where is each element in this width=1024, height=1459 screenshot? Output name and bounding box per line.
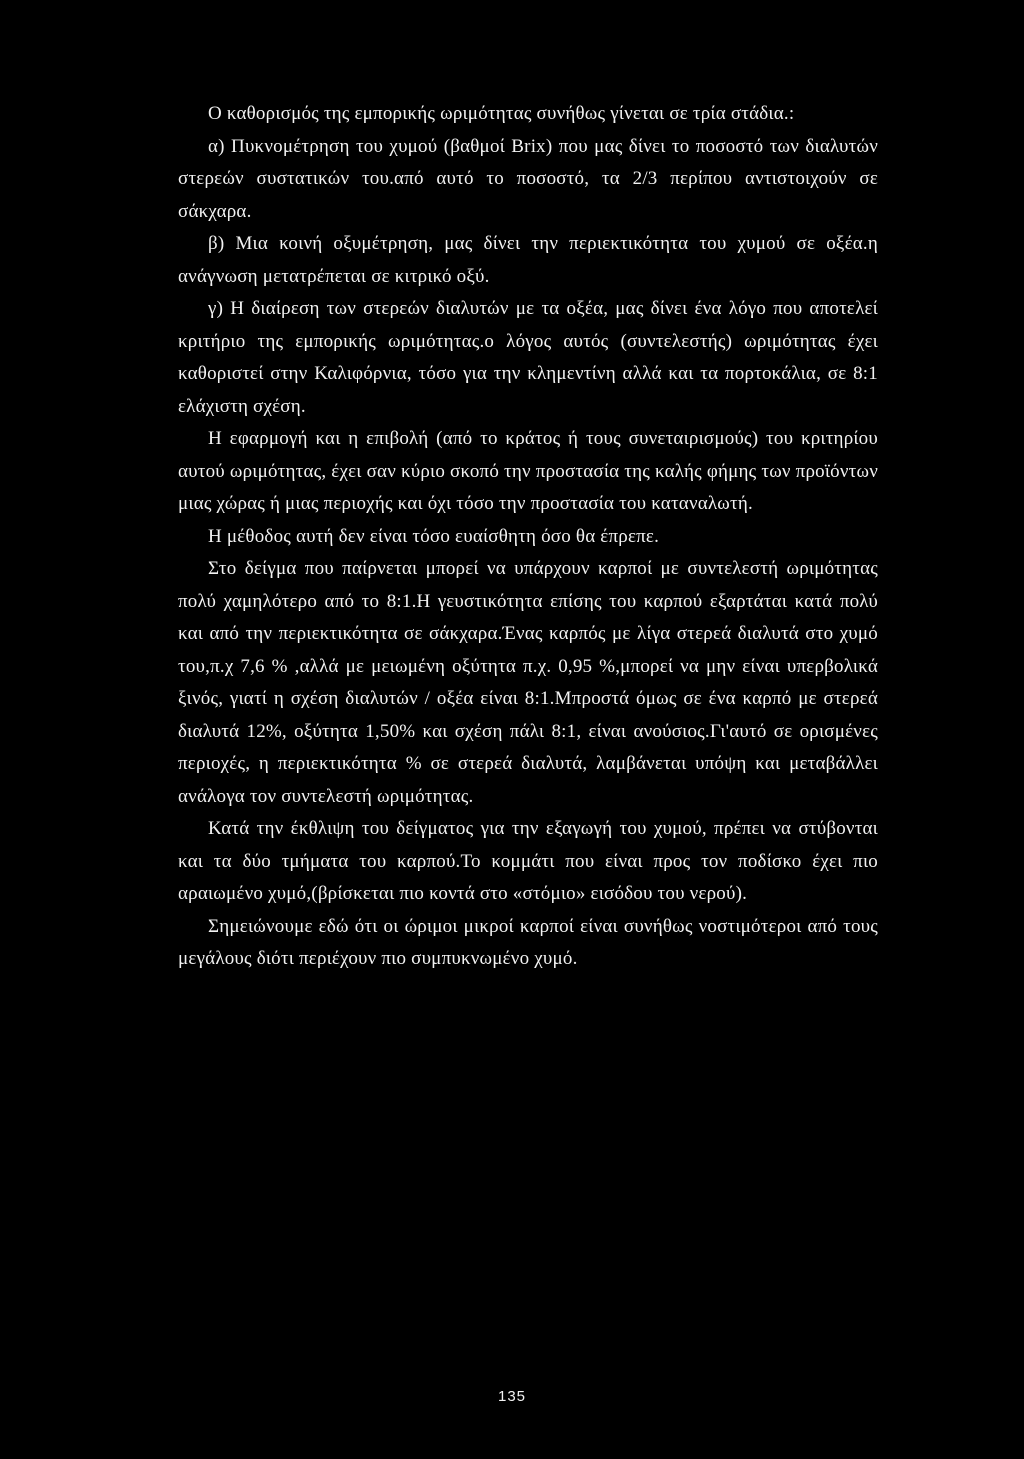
paragraph-step-b: β) Μια κοινή οξυμέτρηση, μας δίνει την περιεκτικότητα του χυμού σε οξέα.η ανάγνωση μετατρέπεται σε κιτρικό οξύ. xyxy=(178,233,878,287)
page-number: 135 xyxy=(497,1388,527,1405)
paragraph-sample: Στο δείγμα που παίρνεται μπορεί να υπάρχουν καρποί με συντελεστή ωριμότητας πολύ χαμηλότερο από το 8:1.Η γευστικότητα επίσης του καρπού εξαρτάται κατά πολύ και από την περιεκτικότητα σε σάκχαρα.Ένας καρπός με λίγα στερεά διαλυτά στο χυμό του,π.χ 7,6 % ,αλλά με μειωμένη οξύτητα π.χ. 0,95 %,μπορεί να μην είναι υπερβολικά ξινός, γιατί η σχέση διαλυτών / οξέα είναι 8:1.Μπροστά όμως σε ένα καρπό με στερεά διαλυτά 12%, οξύτητα 1,50% και σχέση πάλι 8:1, είναι ανούσιος.Γι'αυτό σε ορισμένες περιοχές, η περιεκτικότητα % σε στερεά διαλυτά, λαμβάνεται υπόψη και μεταβάλλει ανάλογα τον συντελεστή ωριμότητας. xyxy=(178,558,878,807)
paragraph-application: Η εφαρμογή και η επιβολή (από το κράτος ή τους συνεταιρισμούς) του κριτηρίου αυτού ωριμότητας, έχει σαν κύριο σκοπό την προστασία της καλής φήμης των προϊόντων μιας χώρας ή μιας περιοχής και όχι τόσο την προστασία του καταναλωτή. xyxy=(178,428,878,514)
paragraph-step-c: γ) Η διαίρεση των στερεών διαλυτών με τα οξέα, μας δίνει ένα λόγο που αποτελεί κριτήριο της εμπορικής ωριμότητας.ο λόγος αυτός (συντελεστής) ωριμότητας έχει καθοριστεί στην Καλιφόρνια, τόσο για την κλημεντίνη αλλά και τα πορτοκάλια, σε 8:1 ελάχιστη σχέση. xyxy=(178,298,878,417)
paragraph-step-a: α) Πυκνομέτρηση του χυμού (βαθμοί Brix) που μας δίνει το ποσοστό των διαλυτών στερεών συστατικών του.από αυτό το ποσοστό, τα 2/3 περίπου αντιστοιχούν σε σάκχαρα. xyxy=(178,135,878,222)
paragraph-intro: Ο καθορισμός της εμπορικής ωριμότητας συνήθως γίνεται σε τρία στάδια.: xyxy=(208,103,795,124)
body-text xyxy=(178,98,878,976)
paragraph-extraction: Κατά την έκθλιψη του δείγματος για την εξαγωγή του χυμού, πρέπει να στύβονται και τα δύο τμήματα του καρπού.Το κομμάτι που είναι προς τον ποδίσκο έχει πιο αραιωμένο χυμό,(βρίσκεται πιο κοντά στο «στόμιο» εισόδου του νερού). xyxy=(178,818,878,904)
paragraph-sensitivity: Η μέθοδος αυτή δεν είναι τόσο ευαίσθητη όσο θα έπρεπε. xyxy=(208,525,660,547)
paragraph-note: Σημειώνουμε εδώ ότι οι ώριμοι μικροί καρποί είναι συνήθως νοστιμότεροι από τους μεγάλους διότι περιέχουν πιο συμπυκνωμένο χυμό. xyxy=(178,915,878,969)
